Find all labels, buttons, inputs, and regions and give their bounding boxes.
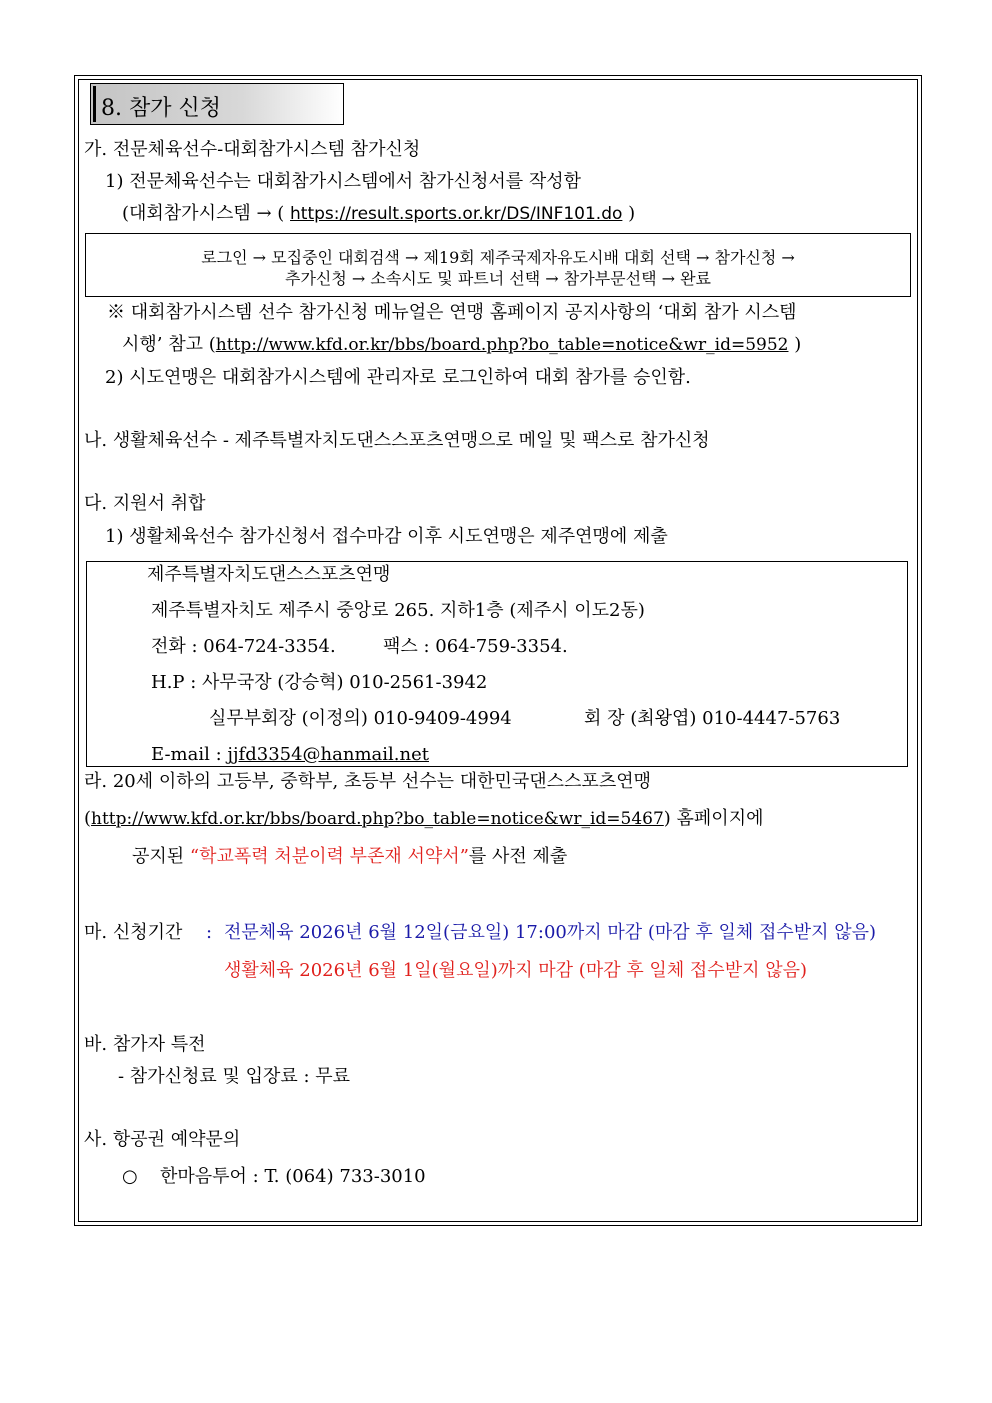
org-address: 제주특별자치도 제주시 중앙로 265. 지하1층 (제주시 이도2동) bbox=[151, 600, 645, 621]
na-title: 나. 생활체육선수 - 제주특별자치도댄스스포츠연맹으로 메일 및 팩스로 참가신청 bbox=[84, 430, 710, 451]
hp-president: 회 장 (최왕엽) 010-4447-5763 bbox=[584, 708, 841, 729]
ga-title: 가. 전문체육선수-대회참가시스템 참가신청 bbox=[84, 139, 421, 160]
da-item1: 1) 생활체육선수 참가신청서 접수마감 이후 시도연맹은 제주연맹에 제출 bbox=[105, 526, 668, 547]
da-title: 다. 지원서 취합 bbox=[84, 493, 206, 514]
email-line bbox=[151, 744, 429, 766]
system-line bbox=[122, 203, 635, 225]
ra-line1: 라. 20세 이하의 고등부, 중학부, 초등부 선수는 대한민국댄스스포츠연맹 bbox=[84, 771, 651, 792]
note-suffix: ) bbox=[794, 334, 802, 355]
contact-box bbox=[86, 561, 908, 767]
ba-title: 바. 참가자 특전 bbox=[84, 1034, 206, 1055]
note-line1: ※ 대회참가시스템 선수 참가신청 메뉴얼은 연맹 홈페이지 공지사항의 ‘대회 참가 시스템 bbox=[107, 302, 797, 323]
system-suffix: ) bbox=[628, 203, 636, 224]
ga-item2: 2) 시도연맹은 대회참가시스템에 관리자로 로그인하여 대회 참가를 승인함. bbox=[105, 367, 691, 388]
hp-secretary: H.P : 사무국장 (강승혁) 010-2561-3942 bbox=[151, 672, 488, 693]
sa-item: 한마음투어 : T. (064) 733-3010 bbox=[160, 1166, 426, 1187]
steps-line1: 로그인 → 모집중인 대회검색 → 제19회 제주국제자유도시배 대회 선택 → 참가신청 → bbox=[201, 248, 795, 267]
sa-bullet-icon: ○ bbox=[122, 1166, 138, 1187]
ra-line2-suffix: ) 홈페이지에 bbox=[663, 808, 764, 829]
ma-colon: : bbox=[206, 922, 213, 943]
hp-vice-president: 실무부회장 (이정의) 010-9409-4994 bbox=[209, 708, 512, 729]
sa-title: 사. 항공권 예약문의 bbox=[84, 1129, 241, 1150]
ma-label: 마. 신청기간 bbox=[84, 922, 183, 943]
ba-item: - 참가신청료 및 입장료 : 무료 bbox=[118, 1066, 351, 1087]
note-line2 bbox=[122, 334, 801, 356]
ra-paren-open: ( bbox=[84, 808, 92, 829]
email-link[interactable]: jjfd3354@hanmail.net bbox=[227, 744, 429, 765]
ra-url-link[interactable]: http://www.kfd.or.kr/bbs/board.php?bo_table=notice&wr_id=5467 bbox=[91, 809, 664, 829]
ma-amateur-deadline: 생활체육 2026년 6월 1일(월요일)까지 마감 (마감 후 일체 접수받지 않음) bbox=[224, 960, 807, 981]
steps-line2: 추가신청 → 소속시도 및 파트너 선택 → 참가부문선택 → 완료 bbox=[284, 269, 712, 288]
ra-line3-prefix: 공지된 bbox=[132, 846, 190, 867]
ga-item1: 1) 전문체육선수는 대회참가시스템에서 참가신청서를 작성함 bbox=[105, 171, 582, 192]
note-prefix: 시행’ 참고 ( bbox=[122, 334, 216, 355]
ra-line3-suffix: 를 사전 제출 bbox=[468, 846, 568, 867]
email-label: E-mail : bbox=[151, 744, 222, 765]
ra-line2 bbox=[84, 808, 763, 830]
note-url-link[interactable]: http://www.kfd.or.kr/bbs/board.php?bo_table=notice&wr_id=5952 bbox=[215, 335, 789, 355]
org-phone: 전화 : 064-724-3354. bbox=[151, 636, 336, 657]
system-url-link[interactable]: https://result.sports.or.kr/DS/INF101.do bbox=[290, 204, 623, 224]
section-title: 8. 참가 신청 bbox=[101, 96, 221, 121]
section-heading bbox=[90, 83, 344, 125]
org-name: 제주특별자치도댄스스포츠연맹 bbox=[147, 564, 391, 585]
heading-accent-bar bbox=[93, 86, 96, 122]
ra-line3 bbox=[132, 846, 567, 868]
org-fax: 팩스 : 064-759-3354. bbox=[383, 636, 568, 657]
ra-pledge-highlight: “학교폭력 처분이력 부존재 서약서” bbox=[189, 846, 469, 867]
steps-box bbox=[85, 233, 911, 297]
system-prefix: (대회참가시스템 → ( bbox=[122, 203, 285, 224]
ma-pro-deadline: 전문체육 2026년 6월 12일(금요일) 17:00까지 마감 (마감 후 일체 접수받지 않음) bbox=[224, 922, 877, 943]
